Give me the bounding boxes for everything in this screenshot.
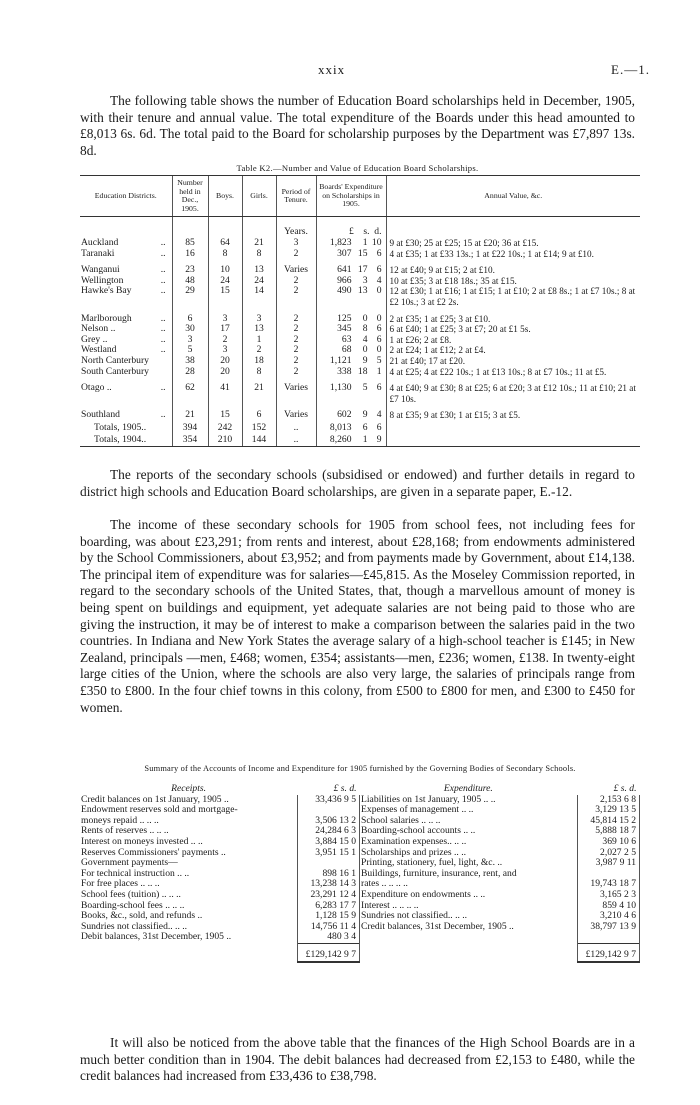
income-paragraph	[80, 517, 635, 716]
expenditure-amount: 38,797 13 9	[577, 922, 639, 933]
finances-paragraph	[80, 1035, 635, 1085]
header-value: Annual Value, &c.	[386, 176, 640, 217]
leader-dots: ..	[160, 285, 166, 297]
boys-cell: 3	[208, 314, 242, 325]
receipt-label: Sundries not classified.. .. ..	[81, 920, 188, 932]
reports-paragraph	[80, 467, 635, 500]
leader-dots: ..	[160, 333, 166, 345]
spacer-cell	[360, 943, 578, 961]
district-row	[80, 367, 640, 378]
period-cell: 2	[276, 335, 316, 346]
expenditure-amount: 19,743 18 7	[577, 879, 639, 890]
period-cell: 3	[276, 238, 316, 249]
receipt-label: Endowment reserves sold and mortgage-	[81, 804, 238, 816]
expenditure-label: Credit balances, 31st December, 1905 ..	[361, 920, 514, 932]
header-boys: Boys.	[208, 176, 242, 217]
boys-cell: 24	[208, 276, 242, 287]
pence: 0	[376, 344, 382, 356]
girls-cell: 21	[242, 238, 276, 249]
leader-dots: ..	[160, 312, 166, 324]
boys-cell: 20	[208, 356, 242, 367]
leader-dots: ..	[160, 247, 166, 259]
period-cell: 2	[276, 249, 316, 260]
shillings: 1	[362, 434, 368, 446]
units-row	[80, 217, 640, 238]
period-cell: Varies	[276, 410, 316, 421]
period-cell: 2	[276, 345, 316, 356]
boys-cell: 10	[208, 265, 242, 276]
girls-cell: 18	[242, 356, 276, 367]
receipt-label: moneys repaid .. .. ..	[81, 814, 159, 826]
receipt-label: For free places .. .. ..	[81, 878, 160, 890]
district-row	[80, 249, 640, 260]
expenditure-cell	[316, 410, 386, 421]
annual-value-cell: 1 at £26; 2 at £8.	[386, 335, 640, 346]
annual-value-cell: 10 at £35; 3 at £18 18s.; 35 at £15.	[386, 276, 640, 287]
boys-cell: 2	[208, 335, 242, 346]
girls-cell: 13	[242, 265, 276, 276]
district-cell	[80, 286, 172, 307]
number-cell: 23	[172, 265, 208, 276]
expenditure-cell	[316, 367, 386, 378]
receipt-amount: 898 16 1	[297, 869, 359, 880]
district-name: Nelson ..	[81, 323, 116, 335]
totals-row	[80, 421, 640, 434]
shillings: 18	[357, 365, 368, 377]
leader-dots: ..	[160, 236, 166, 248]
expenditure-label: School salaries .. .. ..	[361, 814, 441, 826]
receipt-amount: 3,506 13 2	[297, 816, 359, 827]
district-name: Wanganui	[81, 264, 120, 276]
expenditure-amount: 5,888 18 7	[577, 826, 639, 837]
period-cell: ..	[276, 421, 316, 434]
number-cell: 16	[172, 249, 208, 260]
girls-cell: 144	[242, 433, 276, 446]
pence: 0	[376, 285, 382, 297]
spacer-cell	[80, 943, 297, 961]
receipts-units: £ s. d.	[333, 783, 357, 794]
number-cell: 38	[172, 356, 208, 367]
boys-cell: 20	[208, 367, 242, 378]
number-cell: 85	[172, 238, 208, 249]
expenditure-label: Scholarships and prizes .. ..	[361, 846, 467, 858]
district-row	[80, 286, 640, 307]
pence: 6	[376, 264, 382, 276]
expenditure-cell	[316, 433, 386, 446]
period-cell: Varies	[276, 265, 316, 276]
annual-value-cell: 2 at £35; 1 at £25; 3 at £10.	[386, 314, 640, 325]
receipt-label: For technical instruction .. ..	[81, 867, 190, 879]
expenditure-amount: 3,987 9 11	[577, 858, 639, 869]
receipt-amount: 6,283 17 7	[297, 901, 359, 912]
district-cell	[80, 410, 172, 421]
period-cell: 2	[276, 276, 316, 287]
expenditure-label: Expenditure on endowments .. ..	[361, 888, 486, 900]
summary-totals-row	[80, 943, 640, 961]
district-name: Westland	[81, 344, 117, 356]
annual-value-cell: 12 at £40; 9 at £15; 2 at £10.	[386, 265, 640, 276]
district-name: North Canterbury	[81, 354, 149, 366]
district-row	[80, 383, 640, 404]
annual-value-cell: 21 at £40; 17 at £20.	[386, 356, 640, 367]
receipt-label: Books, &c., sold, and refunds ..	[81, 910, 203, 922]
receipt-amount: 3,951 15 1	[297, 848, 359, 859]
shillings: 6	[362, 421, 368, 433]
shillings: 9	[362, 354, 368, 366]
receipt-label: Debit balances, 31st December, 1905 ..	[81, 931, 232, 943]
annual-value-cell: 8 at £35; 9 at £30; 1 at £15; 3 at £5.	[386, 410, 640, 421]
period-cell: 2	[276, 367, 316, 378]
number-cell: 3	[172, 335, 208, 346]
pounds: 307	[337, 247, 352, 259]
expenditure-amount	[577, 932, 639, 943]
number-cell: 30	[172, 324, 208, 335]
pence: 6	[376, 323, 382, 335]
annual-value-cell	[386, 421, 640, 434]
boys-cell: 8	[208, 249, 242, 260]
receipt-label: Rents of reserves .. .. ..	[81, 825, 169, 837]
page-header	[0, 62, 700, 80]
pence: 4	[376, 409, 382, 421]
girls-cell: 6	[242, 410, 276, 421]
expenditure-label: Sundries not classified.. .. ..	[361, 910, 468, 922]
header-expenditure: Boards' Expenditure on Scholarships in 1905.	[316, 176, 386, 217]
pence: 10	[371, 236, 382, 248]
expenditure-amount: 3,210 4 6	[577, 911, 639, 922]
shillings: 4	[362, 333, 368, 345]
expenditure-label	[360, 932, 578, 943]
annual-value-cell: 12 at £30; 1 at £16; 1 at £15; 1 at £10; 2 at £8 8s.; 1 at £7 10s.; 8 at £2 10s.; 3 at £2 2s.	[386, 286, 640, 307]
girls-cell: 8	[242, 249, 276, 260]
expenditure-amount: 369 10 6	[577, 837, 639, 848]
pounds: 8,013	[329, 421, 352, 433]
header-girls: Girls.	[242, 176, 276, 217]
pence: 6	[376, 382, 382, 394]
pounds: 966	[337, 274, 352, 286]
receipt-amount: 23,291 12 4	[297, 890, 359, 901]
district-row	[80, 345, 640, 356]
annual-value-cell: 4 at £40; 9 at £30; 8 at £25; 6 at £20; 3 at £12 10s.; 11 at £10; 21 at £7 10s.	[386, 383, 640, 404]
expenditure-label: Liabilities on 1st January, 1905 .. ..	[361, 793, 496, 805]
expenditure-label: Interest .. .. .. ..	[361, 899, 419, 911]
district-name: South Canterbury	[81, 365, 149, 377]
girls-cell: 8	[242, 367, 276, 378]
district-name: Wellington	[81, 274, 124, 286]
receipt-amount: 24,284 6 3	[297, 826, 359, 837]
district-name: Otago ..	[81, 382, 112, 394]
header-district: Education Districts.	[80, 176, 172, 217]
number-cell: 29	[172, 286, 208, 307]
district-cell	[80, 249, 172, 260]
summary-row	[80, 869, 640, 880]
receipt-label: Credit balances on 1st January, 1905 ..	[81, 793, 229, 805]
number-cell: 5	[172, 345, 208, 356]
totals-row	[80, 433, 640, 446]
leader-dots: ..	[160, 382, 166, 394]
pounds: 345	[337, 323, 352, 335]
boys-cell: 41	[208, 383, 242, 404]
boys-cell: 210	[208, 433, 242, 446]
expenditure-cell	[316, 383, 386, 404]
pounds: 63	[341, 333, 352, 345]
totals-label: Totals, 1905..	[94, 421, 147, 433]
header-number: Number held in Dec., 1905.	[172, 176, 208, 217]
number-cell: 394	[172, 421, 208, 434]
number-cell: 28	[172, 367, 208, 378]
expenditure-amount: 3,165 2 3	[577, 890, 639, 901]
expenditure-amount: 859 4 10	[577, 901, 639, 912]
shillings: 0	[362, 312, 368, 324]
shillings: 17	[357, 264, 368, 276]
shillings: 13	[357, 285, 368, 297]
expenditure-label: Expenses of management .. ..	[361, 804, 474, 816]
receipts-header: Receipts.	[171, 783, 207, 794]
pence: 6	[376, 333, 382, 345]
pounds: 1,121	[329, 354, 352, 366]
shillings: 5	[362, 382, 368, 394]
totals-label: Totals, 1904..	[80, 433, 172, 446]
expenditure-label: Boarding-school accounts .. ..	[361, 825, 476, 837]
number-cell: 62	[172, 383, 208, 404]
district-name: Taranaki	[81, 247, 115, 259]
girls-cell: 152	[242, 421, 276, 434]
expenditure-label: Printing, stationery, fuel, light, &c. ..	[361, 857, 503, 869]
boys-cell: 15	[208, 286, 242, 307]
district-row	[80, 356, 640, 367]
pence: 0	[376, 312, 382, 324]
shillings: 8	[362, 323, 368, 335]
expenditure-label: Examination expenses.. .. ..	[361, 835, 467, 847]
summary-caption: Summary of the Accounts of Income and Expenditure for 1905 furnished by the Governing Bodies of Secondary Schools.	[144, 764, 576, 773]
receipts-total: £129,142 9 7	[297, 943, 359, 961]
shillings: 1	[362, 236, 368, 248]
receipt-amount: 33,436 9 5	[297, 795, 359, 806]
girls-cell: 3	[242, 314, 276, 325]
pence: 5	[376, 354, 382, 366]
expenditure-cell	[316, 421, 386, 434]
district-row	[80, 410, 640, 421]
girls-cell: 21	[242, 383, 276, 404]
page-number: xxix	[318, 62, 346, 77]
annual-value-cell: 4 at £35; 1 at £33 13s.; 1 at £22 10s.; 1 at £14; 9 at £10.	[386, 249, 640, 260]
period-cell: 2	[276, 356, 316, 367]
boys-cell: 3	[208, 345, 242, 356]
summary-row	[80, 890, 640, 901]
pounds: 1,823	[329, 236, 352, 248]
pounds: 125	[337, 312, 352, 324]
girls-cell: 2	[242, 345, 276, 356]
district-cell	[80, 383, 172, 404]
summary-row	[80, 932, 640, 943]
expenditure-cell	[316, 286, 386, 307]
expenditure-label: Buildings, furniture, insurance, rent, and	[361, 867, 517, 879]
table-k2-caption: Table K2.—Number and Value of Education Board Scholarships.	[236, 163, 479, 173]
receipt-label: Interest on moneys invested .. ..	[81, 835, 203, 847]
income-text: The income of these secondary schools for 1905 from school fees, not including fees for boarding, was about £23,291; from rents and interest, about £28,168; from endowments administered by the School Commissioners, about £3,952; and from payments made by Government, about £14,138. The principal item of expenditure was for salaries—£45,815. As the Moseley Commission reported, in regard to the secondary schools of the United States, that, though a marvellous amount of money is being spent on buildings and equipment, yet adequate salaries are not being paid to those who are giving the instruction, it may be of interest to make a comparison between the salaries paid in the two countries. In Indiana and New York States the average salary of a high-school teacher is £145; in New Zealand, principals —men, £468; women, £354; assistants—men, £236; women, £138. In twenty-eight large cities of the Union, where the schools are also very large, the salaries of principals range from £350 to £800. In the four chief towns in this colony, from £500 to £800 for men, and £300 to £450 for women.	[80, 517, 635, 715]
receipt-amount: 1,128 15 9	[297, 911, 359, 922]
annual-value-cell: 9 at £30; 25 at £25; 15 at £20; 36 at £15.	[386, 238, 640, 249]
table-header-row	[80, 176, 640, 217]
accounts-summary-table	[80, 784, 640, 963]
period-cell: 2	[276, 314, 316, 325]
period-cell: 2	[276, 286, 316, 307]
pounds: 602	[337, 409, 352, 421]
district-cell	[80, 367, 172, 378]
receipt-label: Government payments—	[81, 857, 178, 869]
district-name: Marlborough	[81, 312, 132, 324]
shillings: 3	[362, 274, 368, 286]
expenditure-cell	[316, 249, 386, 260]
period-cell: 2	[276, 324, 316, 335]
number-cell: 6	[172, 314, 208, 325]
leader-dots: ..	[160, 344, 166, 356]
pounds: 68	[341, 344, 352, 356]
period-cell: ..	[276, 433, 316, 446]
girls-cell: 1	[242, 335, 276, 346]
pounds: 1,130	[329, 382, 352, 394]
receipt-amount: 13,238 14 3	[297, 879, 359, 890]
district-row	[80, 238, 640, 249]
pence: 9	[376, 434, 382, 446]
reports-text: The reports of the secondary schools (subsidised or endowed) and further details in regard to district high schools and Education Board scholarships, are given in a separate paper, E.-12.	[80, 467, 635, 499]
unit-lsd: £ s. d.	[316, 217, 386, 238]
number-cell: 354	[172, 433, 208, 446]
leader-dots: ..	[160, 264, 166, 276]
pounds: 8,260	[329, 434, 352, 446]
pence: 1	[376, 365, 382, 377]
shillings: 15	[357, 247, 368, 259]
expenditure-label: rates .. .. .. ..	[361, 878, 408, 890]
leader-dots: ..	[160, 409, 166, 421]
annual-value-cell: 4 at £25; 4 at £22 10s.; 1 at £13 10s.; 8 at £7 10s.; 11 at £5.	[386, 367, 640, 378]
receipt-amount: 3,884 15 0	[297, 837, 359, 848]
boys-cell: 242	[208, 421, 242, 434]
expenditure-header: Expenditure.	[443, 783, 493, 794]
summary-header-row	[80, 784, 640, 795]
shillings: 0	[362, 344, 368, 356]
girls-cell: 13	[242, 324, 276, 335]
expenditure-amount: 2,027 2 5	[577, 848, 639, 859]
number-cell: 48	[172, 276, 208, 287]
leader-dots: ..	[160, 323, 166, 335]
district-name: Southland	[81, 409, 120, 421]
table-body	[80, 217, 640, 447]
pounds: 490	[337, 285, 352, 297]
receipt-label: School fees (tuition) .. .. ..	[81, 888, 181, 900]
scholarship-table	[80, 175, 640, 447]
pence: 6	[376, 421, 382, 433]
girls-cell: 24	[242, 276, 276, 287]
girls-cell: 14	[242, 286, 276, 307]
document-reference: E.—1.	[611, 62, 650, 77]
pounds: 338	[337, 365, 352, 377]
expenditure-amount: 2,153 6 8	[577, 795, 639, 806]
district-name: Auckland	[81, 236, 119, 248]
period-cell: Varies	[276, 383, 316, 404]
expenditure-amount: 45,814 15 2	[577, 816, 639, 827]
receipt-amount: 480 3 4	[297, 932, 359, 943]
summary-row	[80, 805, 640, 816]
district-name: Grey ..	[81, 333, 108, 345]
expenditure-total: £129,142 9 7	[577, 943, 639, 961]
pounds: 641	[337, 264, 352, 276]
leader-dots: ..	[160, 274, 166, 286]
pence: 4	[376, 274, 382, 286]
annual-value-cell: 6 at £40; 1 at £25; 3 at £7; 20 at £1 5s.	[386, 324, 640, 335]
boys-cell: 64	[208, 238, 242, 249]
expenditure-units: £ s. d.	[613, 783, 637, 794]
finances-text: It will also be noticed from the above table that the finances of the High School Boards are in a much better condition than in 1904. The debit balances had decreased from £2,153 to £480, while the credit balances had increased from £33,436 to £38,798.	[80, 1035, 635, 1084]
intro-paragraph	[80, 93, 635, 159]
header-period: Period of Tenure.	[276, 176, 316, 217]
annual-value-cell	[386, 433, 640, 446]
shillings: 9	[362, 409, 368, 421]
boys-cell: 17	[208, 324, 242, 335]
summary-row	[80, 837, 640, 848]
unit-years: Years.	[276, 217, 316, 238]
number-cell: 21	[172, 410, 208, 421]
annual-value-cell: 2 at £24; 1 at £12; 2 at £4.	[386, 345, 640, 356]
receipt-label: Reserves Commissioners' payments ..	[81, 846, 226, 858]
district-name: Hawke's Bay	[81, 285, 132, 297]
boys-cell: 15	[208, 410, 242, 421]
intro-text: The following table shows the number of Education Board scholarships held in December, 1905, with their tenure and annual value. The total expenditure of the Boards under this head amounted to £8,013 6s. 6d. The total paid to the Board for scholarship purposes by the Department was £7,897 13s. 8d.	[80, 93, 635, 158]
receipt-amount: 14,756 11 4	[297, 922, 359, 933]
pence: 6	[376, 247, 382, 259]
receipt-label: Boarding-school fees .. .. ..	[81, 899, 185, 911]
expenditure-amount: 3,129 13 5	[577, 805, 639, 816]
